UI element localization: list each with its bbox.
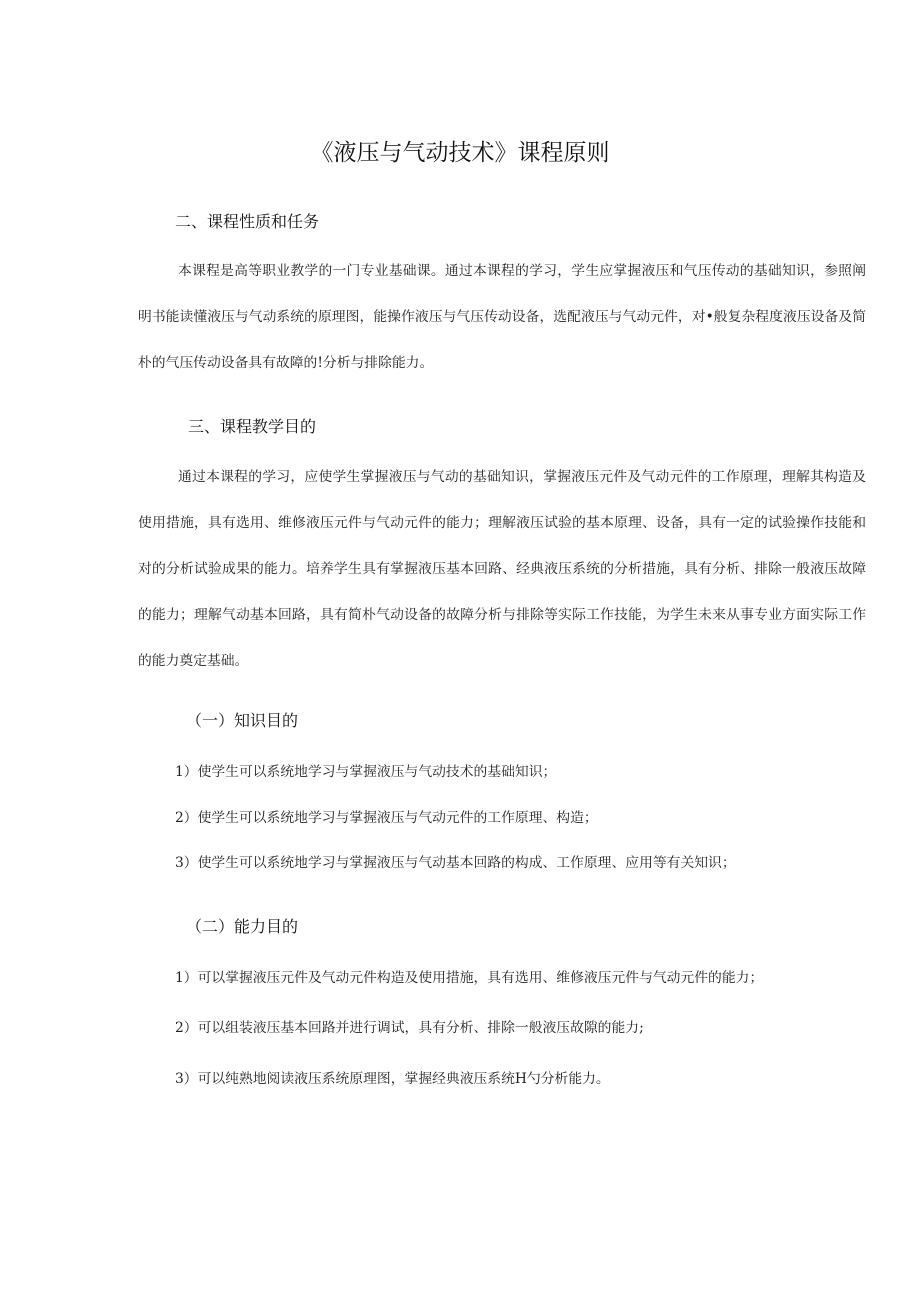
subheading-ability: （二）能力目的 — [186, 917, 299, 936]
section-heading-nature: 二、课程性质和任务 — [175, 212, 320, 231]
section-heading-objectives: 三、课程教学目的 — [188, 417, 317, 436]
page-title: 《液压与气动技术》课程原则 — [310, 140, 610, 166]
knowledge-item-3: 3）使学生可以系统地学习与掌握液压与气动基本回路的构成、工作原理、应用等有关知识； — [175, 855, 736, 871]
ability-item-1: 1）可以掌握液压元件及气动元件构造及使用措施，具有选用、维修液压元件与气动元件的能力； — [175, 970, 764, 986]
paragraph-objectives: 通过本课程的学习，应使学生掌握液压与气动的基础知识，掌握液压元件及气动元件的工作原理，理解其构造及使用措施，具有选用、维修液压元件与气动元件的能力；理解液压试验的基本原理、设备，具有一定的试验操作技能和对的分析试验成果的能力。培养学生具有掌握液压基本回路、经典液压系统的分析措施，具有分析、排除一般液压故障的能力；理解气动基本回路，具有简朴气动设备的故障分析与排除等实际工作技能，为学生未来从事专业方面实际工作的能力奠定基础。 — [138, 469, 866, 669]
paragraph-nature: 本课程是高等职业教学的一门专业基础课。通过本课程的学习，学生应掌握液压和气压传动的基础知识，参照阐明书能读懂液压与气动系统的原理图，能操作液压与气压传动设备，选配液压与气动元件，对•般复杂程度液压设备及简朴的气压传动设备具有故障的!分析与排除能力。 — [138, 263, 866, 371]
knowledge-item-2: 2）使学生可以系统地学习与掌握液压与气动元件的工作原理、构造； — [175, 810, 598, 826]
ability-item-3: 3）可以纯熟地阅读液压系统原理图，掌握经典液压系统H勺分析能力。 — [175, 1071, 610, 1087]
subheading-knowledge: （一）知识目的 — [186, 711, 299, 730]
ability-item-2: 2）可以组装液压基本回路并进行调试，具有分析、排除一般液压故隙的能力; — [175, 1020, 644, 1036]
knowledge-item-1: 1）使学生可以系统地学习与掌握液压与气动技术的基础知识； — [175, 764, 557, 780]
